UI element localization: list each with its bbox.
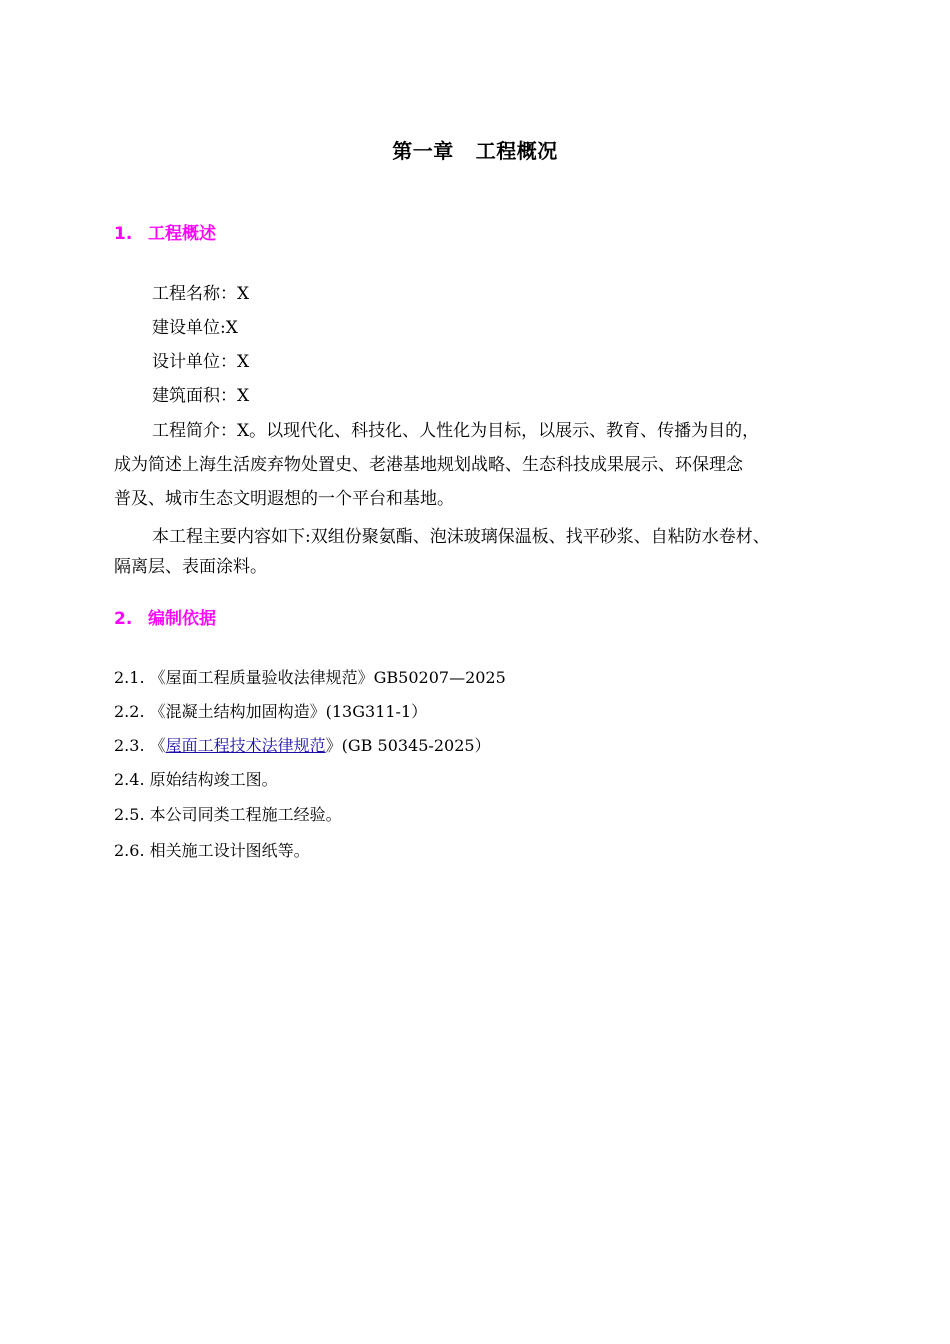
field-project-name: 工程名称：X	[152, 284, 250, 304]
reference-text: 本公司同类工程施工经验。	[149, 805, 342, 824]
field-designer: 设计单位：X	[152, 352, 250, 372]
section-title: 工程概述	[148, 224, 216, 244]
reference-text-pre: 《	[149, 736, 166, 755]
reference-number: 2.1.	[114, 668, 145, 687]
reference-text: 《屋面工程质量验收法律规范》GB50207—2025	[149, 668, 506, 687]
reference-item	[114, 767, 278, 793]
intro-line: 普及、城市生态文明遐想的一个平台和基地。	[114, 489, 454, 509]
section-number: 1.	[114, 224, 133, 244]
chapter-name: 工程概况	[475, 139, 558, 163]
reference-item	[114, 733, 491, 759]
intro-line: 成为简述上海生活废弃物处置史、老港基地规划战略、生态科技成果展示、环保理念	[114, 455, 743, 475]
content-line: 隔离层、表面涂料。	[114, 557, 267, 577]
reference-item	[114, 802, 342, 828]
section-title: 编制依据	[148, 609, 216, 629]
chapter-number: 第一章	[392, 139, 454, 163]
reference-text: 相关施工设计图纸等。	[149, 841, 310, 860]
reference-item	[114, 699, 427, 725]
reference-text: 《混凝土结构加固构造》(13G311-1）	[149, 702, 428, 721]
section-heading-basis	[114, 606, 216, 632]
reference-text: 原始结构竣工图。	[149, 770, 278, 789]
reference-number: 2.6.	[114, 841, 145, 860]
content-paragraph	[114, 522, 844, 582]
reference-number: 2.2.	[114, 702, 145, 721]
field-builder: 建设单位:X	[152, 318, 238, 338]
reference-number: 2.5.	[114, 805, 145, 824]
section-heading-overview	[114, 221, 216, 247]
reference-link-roof-tech-spec[interactable]: 屋面工程技术法律规范	[165, 736, 326, 755]
reference-text-post: 》(GB 50345-2025）	[325, 736, 491, 755]
content-line: 本工程主要内容如下:双组份聚氨酯、泡沫玻璃保温板、找平砂浆、自粘防水卷材、	[152, 527, 770, 547]
section-number: 2.	[114, 609, 133, 629]
reference-item	[114, 665, 506, 691]
reference-number: 2.4.	[114, 770, 145, 789]
project-intro-paragraph	[114, 414, 844, 516]
reference-number: 2.3.	[114, 736, 145, 755]
field-area: 建筑面积：X	[152, 386, 250, 406]
intro-line: 工程简介：X。以现代化、科技化、人性化为目标，以展示、教育、传播为目的，	[152, 421, 760, 441]
reference-item	[114, 838, 310, 864]
chapter-title	[0, 136, 950, 166]
